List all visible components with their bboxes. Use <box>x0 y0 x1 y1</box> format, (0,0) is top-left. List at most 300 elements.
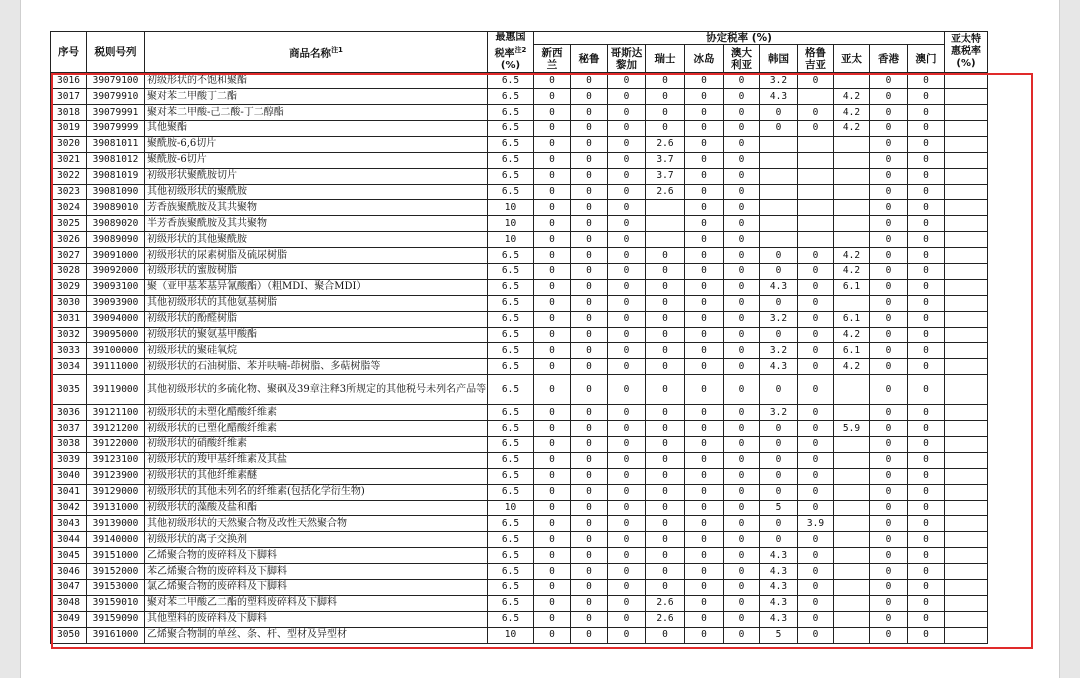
header-country: 新西 兰 <box>534 45 571 73</box>
agreement-rate-cell: 0 <box>534 548 571 564</box>
agreement-rate-cell: 0 <box>760 452 798 468</box>
agreement-rate-cell: 0 <box>724 248 760 264</box>
seq-cell: 3031 <box>51 311 87 327</box>
agreement-rate-cell: 0 <box>760 532 798 548</box>
header-country: 韩国 <box>760 45 798 73</box>
table-row <box>51 500 988 516</box>
agreement-rate-cell: 0 <box>870 500 908 516</box>
agreement-rate-cell: 0 <box>870 216 908 232</box>
agreement-rate-cell: 0 <box>685 548 724 564</box>
agreement-rate-cell: 0 <box>870 359 908 375</box>
seq-cell: 3032 <box>51 327 87 343</box>
agreement-rate-cell: 0 <box>685 627 724 643</box>
agreement-rate-cell: 0 <box>571 248 608 264</box>
agreement-rate-cell <box>798 168 834 184</box>
agreement-rate-cell: 0 <box>908 200 945 216</box>
header-country: 亚太 <box>834 45 870 73</box>
agreement-rate-cell: 0 <box>534 437 571 453</box>
agreement-rate-cell: 0 <box>646 484 685 500</box>
agreement-rate-cell: 4.3 <box>760 548 798 564</box>
agreement-rate-cell: 0 <box>870 595 908 611</box>
agreement-rate-cell <box>834 468 870 484</box>
apt-rate-cell <box>945 105 988 121</box>
agreement-rate-cell: 0 <box>571 279 608 295</box>
agreement-rate-cell: 0 <box>760 264 798 280</box>
agreement-rate-cell: 0 <box>870 421 908 437</box>
agreement-rate-cell: 0 <box>571 627 608 643</box>
seq-cell: 3039 <box>51 452 87 468</box>
agreement-rate-cell: 0 <box>646 452 685 468</box>
agreement-rate-cell: 4.2 <box>834 89 870 105</box>
agreement-rate-cell: 0 <box>908 468 945 484</box>
seq-cell: 3028 <box>51 264 87 280</box>
apt-rate-cell <box>945 627 988 643</box>
agreement-rate-cell: 0 <box>571 232 608 248</box>
mfn-rate-cell: 10 <box>488 216 534 232</box>
name-cell: 初级形状的尿素树脂及硫尿树脂 <box>145 248 488 264</box>
agreement-rate-cell: 0 <box>908 375 945 405</box>
agreement-rate-cell: 0 <box>608 73 646 89</box>
seq-cell: 3016 <box>51 73 87 89</box>
header-apt: 亚太特 惠税率 (%) <box>945 32 988 73</box>
agreement-rate-cell: 0 <box>870 248 908 264</box>
agreement-rate-cell: 0 <box>685 375 724 405</box>
agreement-rate-cell: 0 <box>908 484 945 500</box>
agreement-rate-cell: 0 <box>908 311 945 327</box>
name-cell: 芳香族聚酰胺及其共聚物 <box>145 200 488 216</box>
seq-cell: 3046 <box>51 564 87 580</box>
seq-cell: 3036 <box>51 405 87 421</box>
table-row <box>51 484 988 500</box>
seq-cell: 3033 <box>51 343 87 359</box>
agreement-rate-cell: 4.3 <box>760 580 798 596</box>
agreement-rate-cell: 0 <box>724 89 760 105</box>
agreement-rate-cell <box>834 516 870 532</box>
code-cell: 39081019 <box>87 168 145 184</box>
mfn-rate-cell: 6.5 <box>488 468 534 484</box>
agreement-rate-cell: 0 <box>870 375 908 405</box>
agreement-rate-cell: 0 <box>685 359 724 375</box>
seq-cell: 3024 <box>51 200 87 216</box>
agreement-rate-cell: 0 <box>870 105 908 121</box>
table-row <box>51 232 988 248</box>
agreement-rate-cell: 0 <box>908 359 945 375</box>
agreement-rate-cell: 0 <box>724 216 760 232</box>
agreement-rate-cell <box>834 216 870 232</box>
agreement-rate-cell <box>834 500 870 516</box>
agreement-rate-cell: 0 <box>534 168 571 184</box>
mfn-rate-cell: 6.5 <box>488 279 534 295</box>
agreement-rate-cell: 0 <box>685 73 724 89</box>
agreement-rate-cell: 0 <box>571 595 608 611</box>
agreement-rate-cell: 0 <box>608 168 646 184</box>
agreement-rate-cell: 0 <box>870 73 908 89</box>
mfn-rate-cell: 6.5 <box>488 611 534 627</box>
mfn-rate-cell: 6.5 <box>488 168 534 184</box>
seq-cell: 3048 <box>51 595 87 611</box>
agreement-rate-cell: 0 <box>870 279 908 295</box>
code-cell: 39079999 <box>87 121 145 137</box>
agreement-rate-cell: 0 <box>646 468 685 484</box>
agreement-rate-cell: 0 <box>724 121 760 137</box>
agreement-rate-cell: 0 <box>534 200 571 216</box>
agreement-rate-cell <box>834 73 870 89</box>
code-cell: 39161000 <box>87 627 145 643</box>
agreement-rate-cell: 4.2 <box>834 264 870 280</box>
agreement-rate-cell: 0 <box>608 405 646 421</box>
agreement-rate-cell: 0 <box>646 279 685 295</box>
agreement-rate-cell: 0 <box>534 73 571 89</box>
agreement-rate-cell: 0 <box>571 468 608 484</box>
agreement-rate-cell: 0 <box>870 484 908 500</box>
code-cell: 39094000 <box>87 311 145 327</box>
agreement-rate-cell: 0 <box>534 484 571 500</box>
agreement-rate-cell <box>760 136 798 152</box>
agreement-rate-cell: 0 <box>870 200 908 216</box>
table-row <box>51 168 988 184</box>
name-cell: 聚酰胺-6,6切片 <box>145 136 488 152</box>
agreement-rate-cell: 0 <box>724 232 760 248</box>
name-cell: 乙烯聚合物的废碎料及下脚料 <box>145 548 488 564</box>
table-row <box>51 184 988 200</box>
agreement-rate-cell: 0 <box>608 580 646 596</box>
name-cell: 其他塑料的废碎料及下脚料 <box>145 611 488 627</box>
agreement-rate-cell <box>834 152 870 168</box>
agreement-rate-cell: 0 <box>685 311 724 327</box>
name-cell: 初级形状的已塑化醋酸纤维素 <box>145 421 488 437</box>
agreement-rate-cell: 0 <box>534 248 571 264</box>
agreement-rate-cell: 0 <box>685 136 724 152</box>
apt-rate-cell <box>945 375 988 405</box>
agreement-rate-cell: 0 <box>646 73 685 89</box>
agreement-rate-cell <box>798 184 834 200</box>
agreement-rate-cell: 4.3 <box>760 89 798 105</box>
apt-rate-cell <box>945 216 988 232</box>
name-cell: 聚对苯二甲酸乙二酯的塑料废碎料及下脚料 <box>145 595 488 611</box>
name-cell: 初级形状的聚氨基甲酸酯 <box>145 327 488 343</box>
agreement-rate-cell: 0 <box>571 264 608 280</box>
agreement-rate-cell <box>798 89 834 105</box>
mfn-rate-cell: 6.5 <box>488 421 534 437</box>
seq-cell: 3027 <box>51 248 87 264</box>
name-cell: 其他初级形状的聚酰胺 <box>145 184 488 200</box>
agreement-rate-cell: 0 <box>646 343 685 359</box>
table-row <box>51 627 988 643</box>
code-cell: 39123900 <box>87 468 145 484</box>
mfn-rate-cell: 6.5 <box>488 248 534 264</box>
agreement-rate-cell: 0 <box>685 452 724 468</box>
table-row <box>51 564 988 580</box>
agreement-rate-cell: 2.6 <box>646 611 685 627</box>
agreement-rate-cell <box>834 168 870 184</box>
mfn-rate-cell: 6.5 <box>488 184 534 200</box>
agreement-rate-cell: 0 <box>870 452 908 468</box>
agreement-rate-cell: 0 <box>534 627 571 643</box>
code-cell: 39121100 <box>87 405 145 421</box>
name-cell: 半芳香族聚酰胺及其共聚物 <box>145 216 488 232</box>
table-row <box>51 279 988 295</box>
agreement-rate-cell: 0 <box>646 627 685 643</box>
agreement-rate-cell <box>760 184 798 200</box>
agreement-rate-cell: 0 <box>870 152 908 168</box>
agreement-rate-cell: 3.2 <box>760 343 798 359</box>
mfn-rate-cell: 6.5 <box>488 516 534 532</box>
apt-rate-cell <box>945 264 988 280</box>
agreement-rate-cell: 0 <box>685 264 724 280</box>
apt-rate-cell <box>945 437 988 453</box>
mfn-rate-cell: 6.5 <box>488 375 534 405</box>
agreement-rate-cell: 0 <box>534 405 571 421</box>
apt-rate-cell <box>945 359 988 375</box>
agreement-rate-cell: 0 <box>870 184 908 200</box>
agreement-rate-cell: 6.1 <box>834 279 870 295</box>
agreement-rate-cell: 0 <box>724 516 760 532</box>
agreement-rate-cell <box>834 564 870 580</box>
agreement-rate-cell: 0 <box>534 532 571 548</box>
seq-cell: 3025 <box>51 216 87 232</box>
agreement-rate-cell: 0 <box>908 168 945 184</box>
agreement-rate-cell: 0 <box>608 564 646 580</box>
agreement-rate-cell: 0 <box>760 295 798 311</box>
agreement-rate-cell: 0 <box>870 168 908 184</box>
seq-cell: 3021 <box>51 152 87 168</box>
apt-rate-cell <box>945 452 988 468</box>
agreement-rate-cell: 0 <box>534 232 571 248</box>
agreement-rate-cell: 0 <box>685 232 724 248</box>
apt-rate-cell <box>945 152 988 168</box>
agreement-rate-cell: 0 <box>798 121 834 137</box>
agreement-rate-cell: 0 <box>571 516 608 532</box>
agreement-rate-cell: 0 <box>908 437 945 453</box>
agreement-rate-cell: 0 <box>534 343 571 359</box>
agreement-rate-cell <box>646 200 685 216</box>
agreement-rate-cell: 0 <box>534 295 571 311</box>
agreement-rate-cell: 0 <box>571 500 608 516</box>
apt-rate-cell <box>945 327 988 343</box>
name-cell: 其他初级形状的多硫化物、聚砜及39章注释3所规定的其他税号未列名产品等 <box>145 375 488 405</box>
agreement-rate-cell: 0 <box>534 105 571 121</box>
agreement-rate-cell: 3.9 <box>798 516 834 532</box>
header-country: 冰岛 <box>685 45 724 73</box>
agreement-rate-cell: 0 <box>571 452 608 468</box>
agreement-rate-cell: 0 <box>571 73 608 89</box>
agreement-rate-cell: 0 <box>571 216 608 232</box>
agreement-rate-cell: 0 <box>608 500 646 516</box>
agreement-rate-cell: 0 <box>571 168 608 184</box>
header-country: 瑞士 <box>646 45 685 73</box>
name-cell: 其他初级形状的天然聚合物及改性天然聚合物 <box>145 516 488 532</box>
agreement-rate-cell: 0 <box>724 295 760 311</box>
seq-cell: 3035 <box>51 375 87 405</box>
agreement-rate-cell <box>834 437 870 453</box>
agreement-rate-cell: 0 <box>870 136 908 152</box>
agreement-rate-cell: 0 <box>798 105 834 121</box>
seq-cell: 3040 <box>51 468 87 484</box>
agreement-rate-cell: 0 <box>534 500 571 516</box>
code-cell: 39093900 <box>87 295 145 311</box>
code-cell: 39129000 <box>87 484 145 500</box>
agreement-rate-cell: 0 <box>646 359 685 375</box>
name-cell: 聚对苯二甲酸-己二酸-丁二醇酯 <box>145 105 488 121</box>
agreement-rate-cell: 0 <box>724 311 760 327</box>
agreement-rate-cell: 0 <box>571 532 608 548</box>
agreement-rate-cell: 0 <box>908 595 945 611</box>
name-cell: 其他初级形状的其他氨基树脂 <box>145 295 488 311</box>
seq-cell: 3037 <box>51 421 87 437</box>
agreement-rate-cell: 0 <box>870 264 908 280</box>
agreement-rate-cell: 0 <box>908 105 945 121</box>
agreement-rate-cell: 4.3 <box>760 564 798 580</box>
code-cell: 39121200 <box>87 421 145 437</box>
agreement-rate-cell: 4.3 <box>760 595 798 611</box>
agreement-rate-cell: 0 <box>760 327 798 343</box>
agreement-rate-cell: 0 <box>685 611 724 627</box>
agreement-rate-cell: 0 <box>571 200 608 216</box>
agreement-rate-cell <box>834 136 870 152</box>
agreement-rate-cell: 0 <box>685 184 724 200</box>
agreement-rate-cell: 0 <box>685 595 724 611</box>
agreement-rate-cell <box>834 595 870 611</box>
tariff-table <box>50 31 988 644</box>
agreement-rate-cell: 0 <box>798 532 834 548</box>
agreement-rate-cell: 4.3 <box>760 611 798 627</box>
agreement-rate-cell: 0 <box>571 89 608 105</box>
agreement-rate-cell: 6.1 <box>834 343 870 359</box>
agreement-rate-cell: 0 <box>798 327 834 343</box>
table-row <box>51 216 988 232</box>
agreement-rate-cell: 0 <box>534 216 571 232</box>
code-cell: 39151000 <box>87 548 145 564</box>
agreement-rate-cell: 0 <box>724 595 760 611</box>
agreement-rate-cell: 0 <box>646 548 685 564</box>
agreement-rate-cell: 0 <box>685 89 724 105</box>
table-row <box>51 121 988 137</box>
mfn-rate-cell: 6.5 <box>488 89 534 105</box>
mfn-rate-cell: 6.5 <box>488 437 534 453</box>
agreement-rate-cell: 0 <box>908 580 945 596</box>
agreement-rate-cell: 0 <box>646 405 685 421</box>
header-country: 澳大 利亚 <box>724 45 760 73</box>
agreement-rate-cell <box>798 152 834 168</box>
agreement-rate-cell: 0 <box>724 532 760 548</box>
agreement-rate-cell: 0 <box>608 232 646 248</box>
agreement-rate-cell: 0 <box>724 437 760 453</box>
apt-rate-cell <box>945 73 988 89</box>
table-row <box>51 359 988 375</box>
agreement-rate-cell: 0 <box>908 516 945 532</box>
agreement-rate-cell: 0 <box>724 264 760 280</box>
agreement-rate-cell: 0 <box>608 105 646 121</box>
agreement-rate-cell: 0 <box>646 311 685 327</box>
seq-cell: 3018 <box>51 105 87 121</box>
agreement-rate-cell: 0 <box>685 580 724 596</box>
agreement-rate-cell: 0 <box>646 105 685 121</box>
seq-cell: 3043 <box>51 516 87 532</box>
table-row <box>51 532 988 548</box>
agreement-rate-cell: 4.2 <box>834 327 870 343</box>
agreement-rate-cell: 0 <box>685 343 724 359</box>
agreement-rate-cell: 0 <box>646 89 685 105</box>
agreement-rate-cell: 0 <box>608 359 646 375</box>
agreement-rate-cell: 0 <box>724 168 760 184</box>
agreement-rate-cell: 0 <box>724 184 760 200</box>
agreement-rate-cell: 0 <box>571 327 608 343</box>
name-cell: 初级形状的藻酸及盐和酯 <box>145 500 488 516</box>
mfn-rate-cell: 6.5 <box>488 327 534 343</box>
apt-rate-cell <box>945 89 988 105</box>
agreement-rate-cell <box>646 232 685 248</box>
agreement-rate-cell: 0 <box>908 89 945 105</box>
agreement-rate-cell: 4.2 <box>834 105 870 121</box>
agreement-rate-cell: 0 <box>908 232 945 248</box>
seq-cell: 3042 <box>51 500 87 516</box>
header-seq: 序号 <box>51 32 87 73</box>
agreement-rate-cell: 0 <box>534 595 571 611</box>
agreement-rate-cell: 0 <box>870 89 908 105</box>
name-cell: 初级形状聚酰胺切片 <box>145 168 488 184</box>
mfn-rate-cell: 6.5 <box>488 264 534 280</box>
agreement-rate-cell: 5.9 <box>834 421 870 437</box>
agreement-rate-cell: 0 <box>724 105 760 121</box>
agreement-rate-cell: 4.3 <box>760 359 798 375</box>
agreement-rate-cell <box>760 232 798 248</box>
agreement-rate-cell: 0 <box>724 405 760 421</box>
table-row <box>51 452 988 468</box>
agreement-rate-cell: 0 <box>724 200 760 216</box>
apt-rate-cell <box>945 611 988 627</box>
agreement-rate-cell: 0 <box>908 611 945 627</box>
seq-cell: 3041 <box>51 484 87 500</box>
seq-cell: 3038 <box>51 437 87 453</box>
agreement-rate-cell: 0 <box>798 343 834 359</box>
agreement-rate-cell: 0 <box>571 152 608 168</box>
apt-rate-cell <box>945 500 988 516</box>
agreement-rate-cell <box>834 484 870 500</box>
agreement-rate-cell <box>646 216 685 232</box>
agreement-rate-cell: 0 <box>534 421 571 437</box>
agreement-rate-cell: 0 <box>724 279 760 295</box>
agreement-rate-cell: 0 <box>534 89 571 105</box>
agreement-rate-cell: 0 <box>908 405 945 421</box>
seq-cell: 3034 <box>51 359 87 375</box>
seq-cell: 3045 <box>51 548 87 564</box>
agreement-rate-cell: 0 <box>724 152 760 168</box>
agreement-rate-cell: 0 <box>571 611 608 627</box>
seq-cell: 3023 <box>51 184 87 200</box>
agreement-rate-cell: 0 <box>608 548 646 564</box>
agreement-rate-cell: 0 <box>724 421 760 437</box>
table-row <box>51 73 988 89</box>
name-cell: 初级形状的其他纤维素醚 <box>145 468 488 484</box>
name-cell: 聚对苯二甲酸丁二酯 <box>145 89 488 105</box>
mfn-rate-cell: 6.5 <box>488 359 534 375</box>
agreement-rate-cell: 0 <box>571 548 608 564</box>
agreement-rate-cell: 0 <box>760 421 798 437</box>
table-row <box>51 89 988 105</box>
agreement-rate-cell: 0 <box>608 484 646 500</box>
mfn-rate-cell: 6.5 <box>488 564 534 580</box>
name-cell: 初级形状的不饱和聚酯 <box>145 73 488 89</box>
agreement-rate-cell: 0 <box>760 248 798 264</box>
agreement-rate-cell: 0 <box>608 343 646 359</box>
apt-rate-cell <box>945 279 988 295</box>
code-cell: 39081011 <box>87 136 145 152</box>
agreement-rate-cell: 0 <box>870 437 908 453</box>
agreement-rate-cell: 0 <box>870 580 908 596</box>
agreement-rate-cell: 0 <box>870 516 908 532</box>
apt-rate-cell <box>945 200 988 216</box>
mfn-rate-cell: 6.5 <box>488 532 534 548</box>
